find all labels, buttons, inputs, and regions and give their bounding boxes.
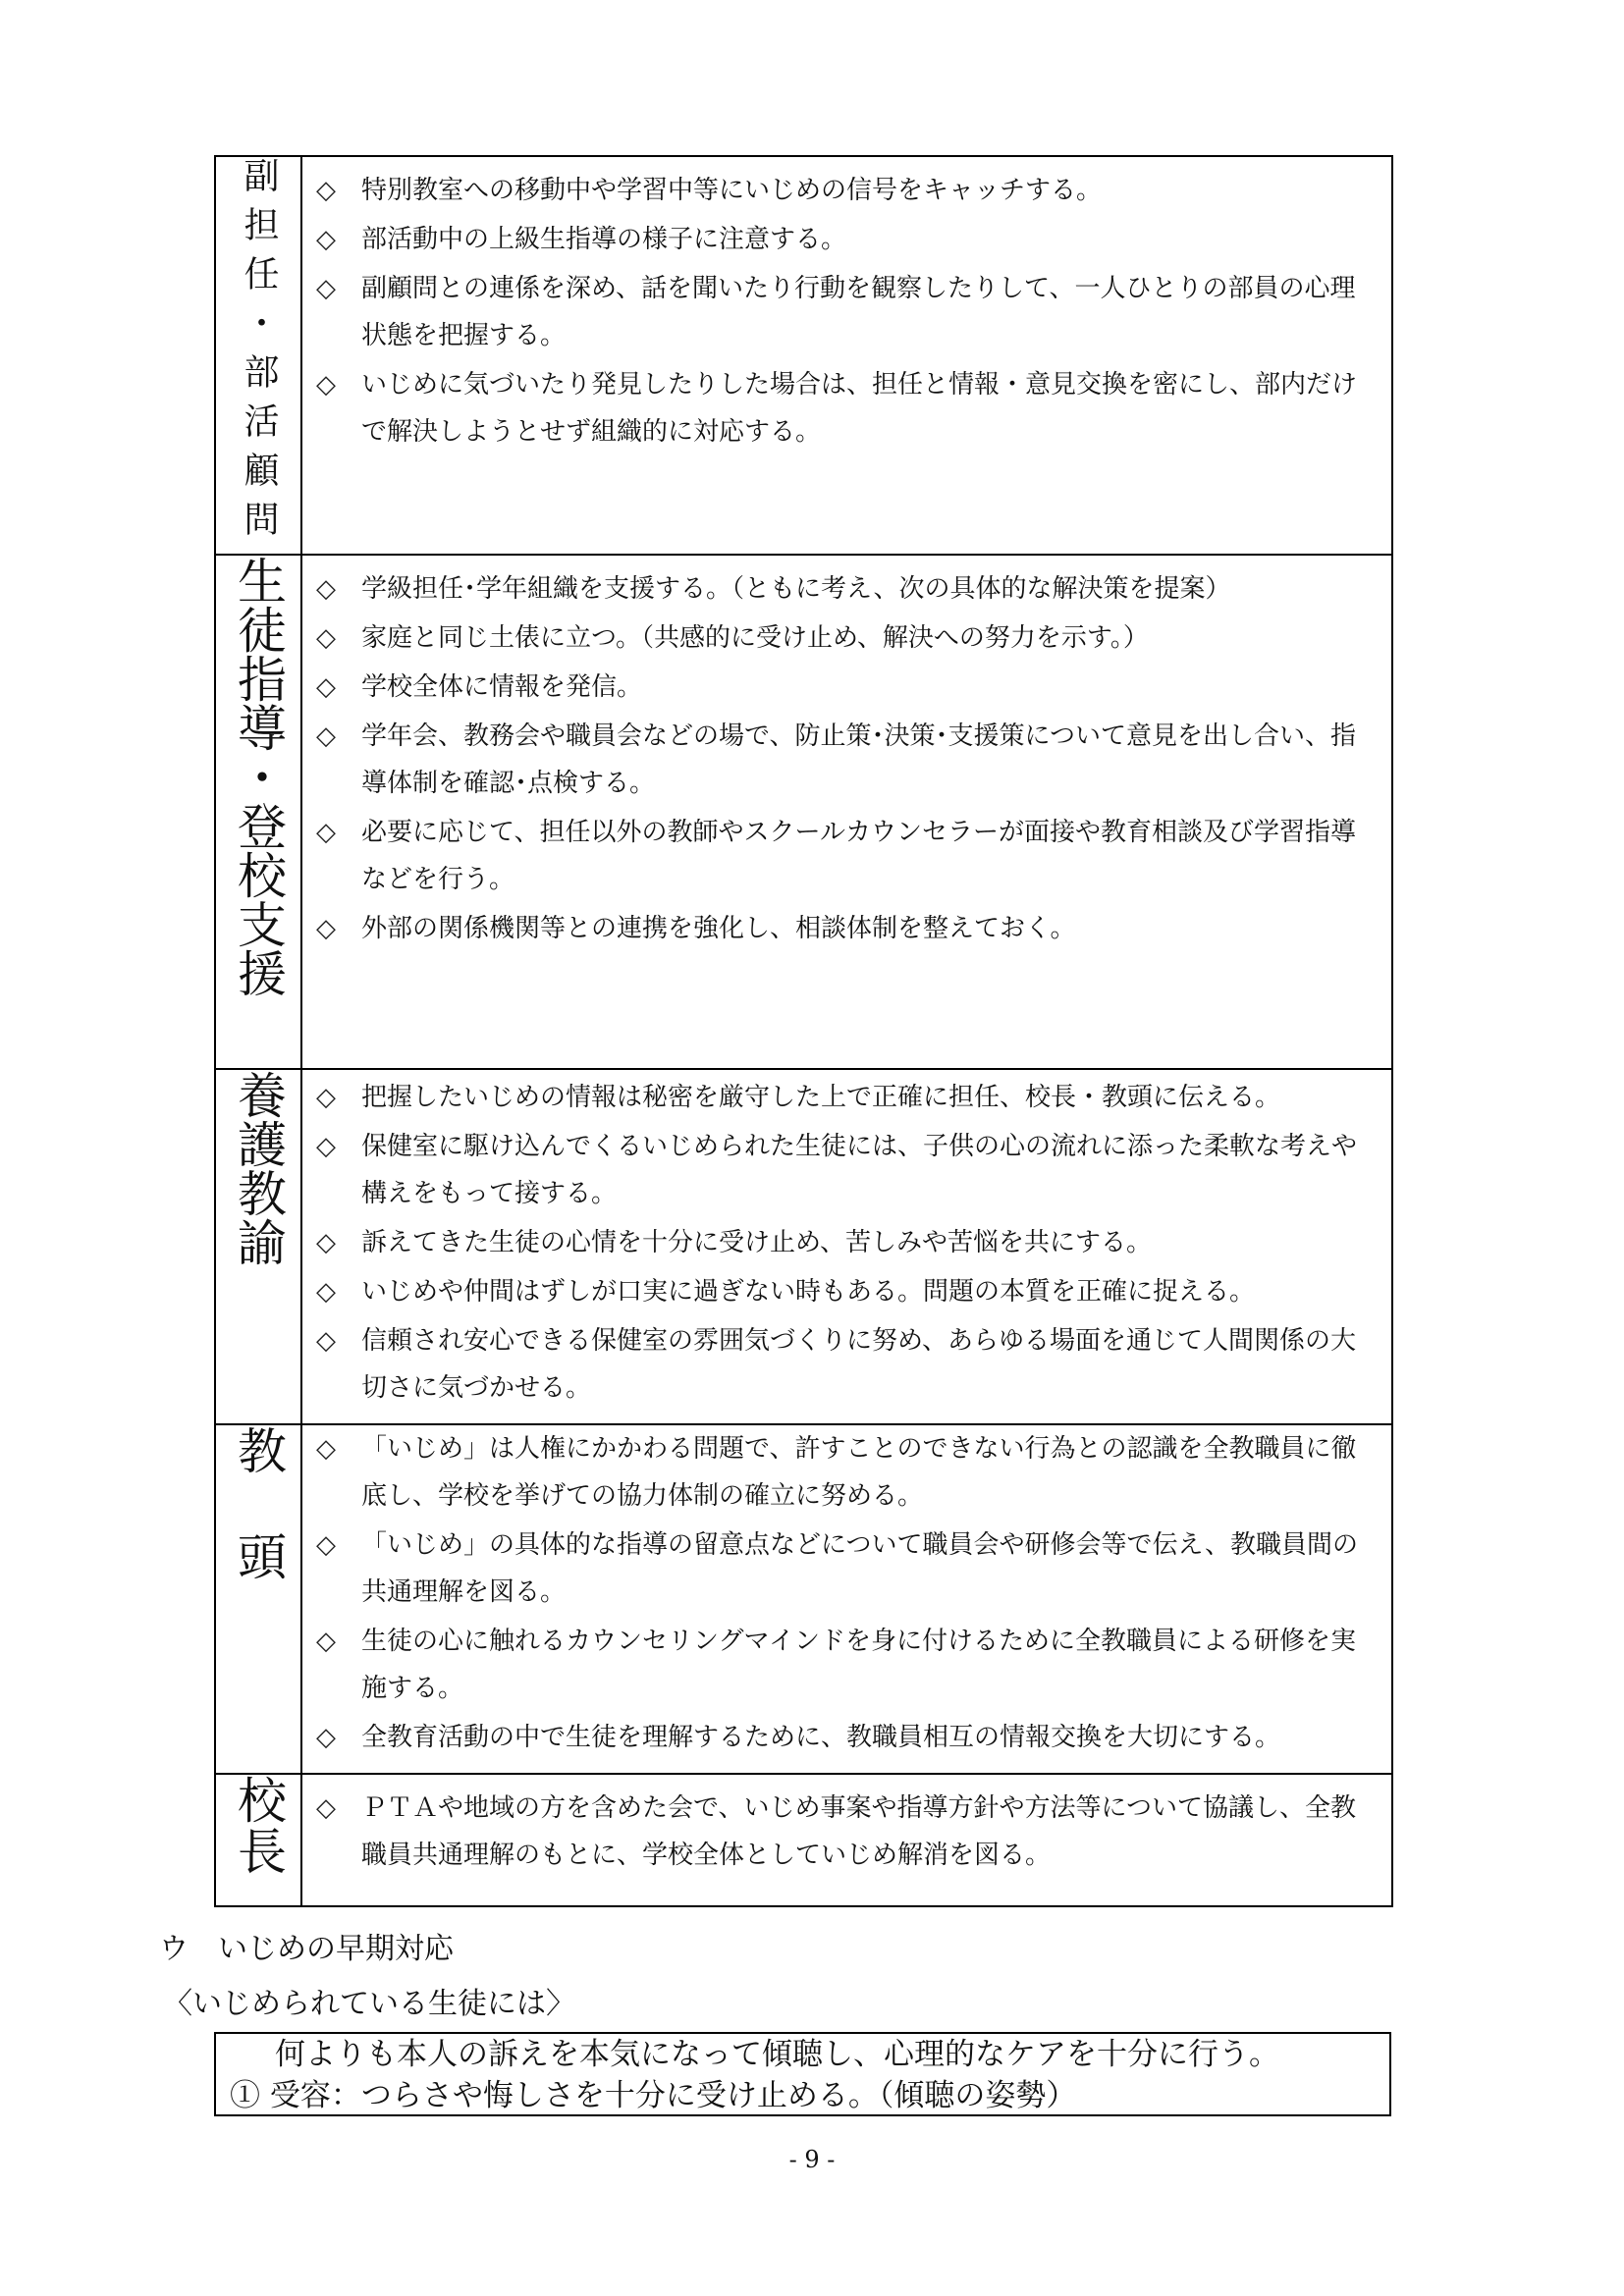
diamond-bullet-icon: ◇ — [316, 1228, 336, 1257]
role-label: 養護教諭 — [230, 1070, 287, 1266]
diamond-bullet-icon: ◇ — [316, 1277, 336, 1307]
role-row-yougo — [215, 1069, 1392, 1424]
roles-table — [214, 155, 1393, 1907]
list-item: ◇ 信頼され安心できる保健室の雰囲気づくりに努め、あらゆる場面を通じて人間関係の大切さに気づかせる。 — [316, 1317, 1378, 1412]
list-item: ◇ 家庭と同じ土俵に立つ。（共感的に受け止め、解決への努力を示す。） — [316, 614, 1378, 662]
diamond-bullet-icon: ◇ — [316, 274, 336, 303]
list-item: ◇ いじめや仲間はずしが口実に過ぎない時もある。問題の本質を正確に捉える。 — [316, 1268, 1378, 1315]
list-item: ◇ 外部の関係機関等との連携を強化し、相談体制を整えておく。 — [316, 905, 1378, 952]
guidance-box — [214, 2032, 1391, 2116]
diamond-bullet-icon: ◇ — [316, 914, 336, 943]
role-items-cell — [301, 1774, 1392, 1906]
list-item: ◇ 副顧問との連係を深め、話を聞いたり行動を観察したりして、一人ひとりの部員の心理状態を把握する。 — [316, 265, 1378, 359]
list-item: ◇ 学年会、教務会や職員会などの場で、防止策･決策･支援策について意見を出し合い、指導体制を確認･点検する。 — [316, 713, 1378, 807]
list-item: ◇ 「いじめ」の具体的な指導の留意点などについて職員会や研修会等で伝え、教職員間の共通理解を図る。 — [316, 1522, 1378, 1616]
role-row-kouchou — [215, 1774, 1392, 1906]
role-label-cell — [215, 1774, 301, 1906]
diamond-bullet-icon: ◇ — [316, 721, 336, 751]
list-item: ◇ 把握したいじめの情報は秘密を厳守した上で正確に担任、校長・教頭に伝える。 — [316, 1074, 1378, 1121]
diamond-bullet-icon: ◇ — [316, 1530, 336, 1560]
role-row-kyoutou — [215, 1424, 1392, 1774]
role-label-cell — [215, 1069, 301, 1424]
role-items-list — [302, 157, 1391, 467]
page-number: - 9 - — [788, 2146, 836, 2173]
guidance-line: 何よりも本人の訴えを本気になって傾聴し、心理的なケアを十分に行う。 — [275, 2037, 1279, 2072]
diamond-bullet-icon: ◇ — [316, 1083, 336, 1112]
list-item: ◇ 生徒の心に触れるカウンセリングマインドを身に付けるために全教職員による研修を実施する。 — [316, 1618, 1378, 1712]
role-row-seitoshidou — [215, 555, 1392, 1069]
section-heading: ウ いじめの早期対応 — [159, 1932, 454, 1966]
diamond-bullet-icon: ◇ — [316, 225, 336, 254]
diamond-bullet-icon: ◇ — [316, 672, 336, 702]
diamond-bullet-icon: ◇ — [316, 1723, 336, 1752]
list-item: ◇ いじめに気づいたり発見したりした場合は、担任と情報・意見交換を密にし、部内だけで解決しようとせず組織的に対応する。 — [316, 361, 1378, 455]
diamond-bullet-icon: ◇ — [316, 1793, 336, 1823]
role-row-fukutannin — [215, 156, 1392, 555]
role-label: 教頭 — [230, 1425, 287, 1637]
role-label-cell — [215, 156, 301, 555]
role-items-list — [302, 1425, 1391, 1773]
role-items-list — [302, 1775, 1391, 1891]
list-item: ◇ ＰＴＡや地域の方を含めた会で、いじめ事案や指導方針や方法等について協議し、全教職員共通理解のもとに、学校全体としていじめ解消を図る。 — [316, 1785, 1378, 1879]
diamond-bullet-icon: ◇ — [316, 1627, 336, 1656]
role-label-cell — [215, 1424, 301, 1774]
role-items-cell — [301, 156, 1392, 555]
diamond-bullet-icon: ◇ — [316, 370, 336, 400]
role-label: 副担任・部活顧問 — [239, 157, 279, 550]
list-item: ◇ 学校全体に情報を発信。 — [316, 664, 1378, 711]
diamond-bullet-icon: ◇ — [316, 818, 336, 847]
list-item: ◇ 部活動中の上級生指導の様子に注意する。 — [316, 216, 1378, 263]
list-item: ◇ 「いじめ」は人権にかかわる問題で、許すことのできない行為との認識を全教職員に徹底し、学校を挙げての協力体制の確立に努める。 — [316, 1425, 1378, 1520]
diamond-bullet-icon: ◇ — [316, 1326, 336, 1356]
list-item: ◇ 特別教室への移動中や学習中等にいじめの信号をキャッチする。 — [316, 167, 1378, 214]
diamond-bullet-icon: ◇ — [316, 574, 336, 604]
list-item: ◇ 全教育活動の中で生徒を理解するために、教職員相互の情報交換を大切にする。 — [316, 1714, 1378, 1761]
role-items-list — [302, 556, 1391, 964]
role-label: 校長 — [230, 1775, 287, 1877]
role-label: 生徒指導・登校支援 — [230, 556, 287, 997]
list-item: ◇ 必要に応じて、担任以外の教師やスクールカウンセラーが面接や教育相談及び学習指導などを行う。 — [316, 809, 1378, 903]
list-item: ◇ 保健室に駆け込んでくるいじめられた生徒には、子供の心の流れに添った柔軟な考えや構えをもって接する。 — [316, 1123, 1378, 1217]
role-items-cell — [301, 1069, 1392, 1424]
diamond-bullet-icon: ◇ — [316, 1132, 336, 1161]
role-items-cell — [301, 1424, 1392, 1774]
role-label-cell — [215, 555, 301, 1069]
diamond-bullet-icon: ◇ — [316, 1434, 336, 1464]
list-item: ◇ 学級担任･学年組織を支援する。（ともに考え、次の具体的な解決策を提案） — [316, 565, 1378, 613]
section-subheading: 〈いじめられている生徒には〉 — [163, 1987, 575, 2021]
role-items-list — [302, 1070, 1391, 1423]
diamond-bullet-icon: ◇ — [316, 176, 336, 205]
diamond-bullet-icon: ◇ — [316, 623, 336, 653]
role-items-cell — [301, 555, 1392, 1069]
list-item: ◇ 訴えてきた生徒の心情を十分に受け止め、苦しみや苦悩を共にする。 — [316, 1219, 1378, 1266]
guidance-line: ① 受容：つらさや悔しさを十分に受け止める。（傾聴の姿勢） — [230, 2078, 1077, 2113]
